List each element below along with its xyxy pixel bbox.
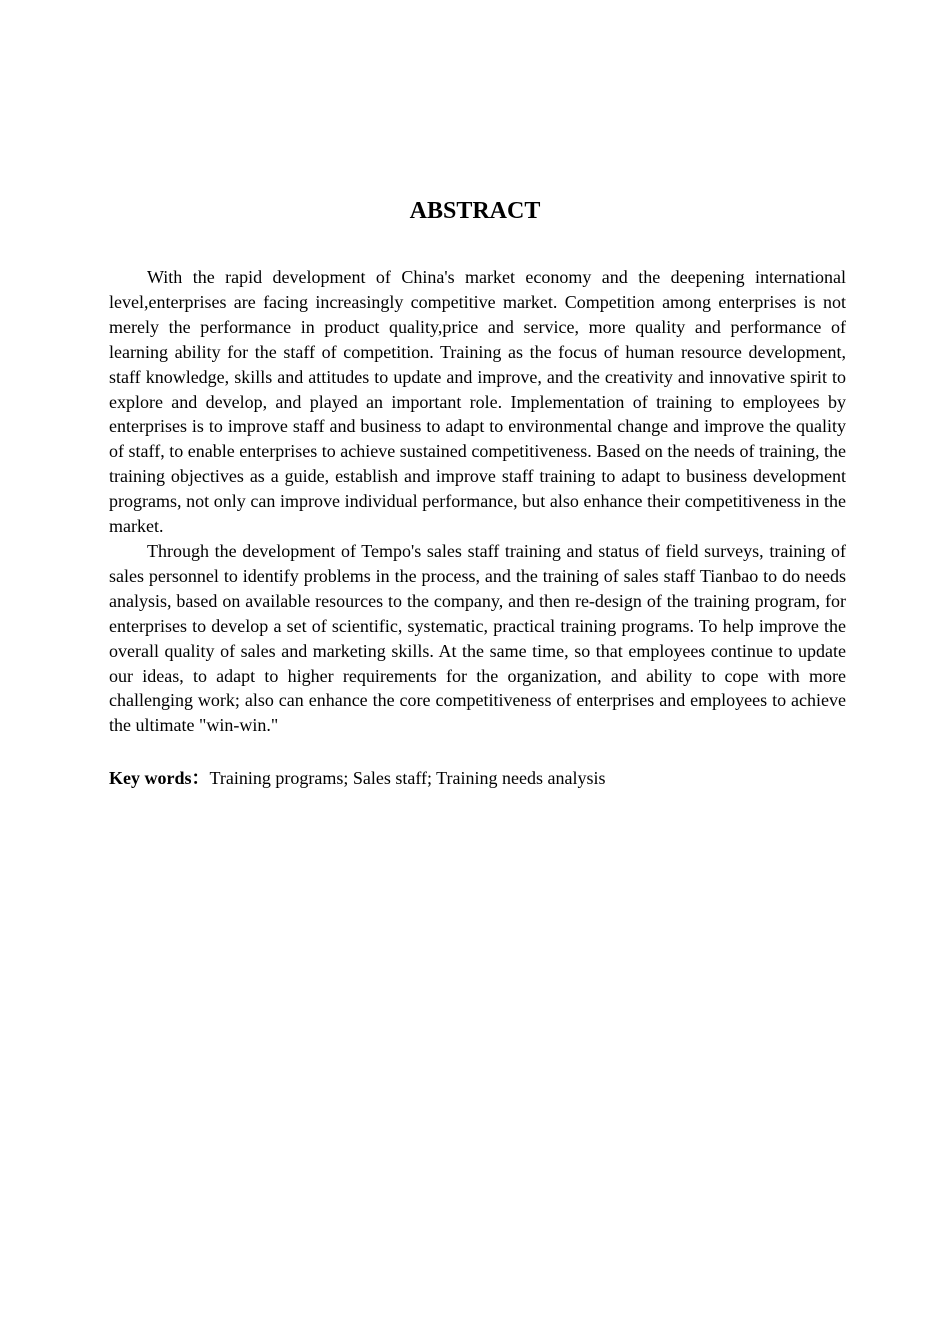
abstract-title: ABSTRACT bbox=[409, 198, 541, 224]
keywords-line bbox=[109, 766, 846, 791]
abstract-paragraph-1: With the rapid development of China's market economy and the deepening international level,enterprises are facing increasingly competitive market. Competition among enterprises is not merely the performance in product quality,price and service, more quality and performance of learning ability for the staff of competition. Training as the focus of human resource development, staff knowledge, skills and attitudes to update and improve, and the creativity and innovative spirit to explore and develop, and played an important role. Implementation of training to employees by enterprises is to improve staff and business to adapt to environmental change and improve the quality of staff, to enable enterprises to achieve sustained competitiveness. Based on the needs of training, the training objectives as a guide, establish and improve staff training to adapt to business development programs, not only can improve individual performance, but also enhance their competitiveness in the market. bbox=[109, 267, 846, 537]
keywords-label: Key words： bbox=[109, 768, 210, 788]
abstract-paragraph-2: Through the development of Tempo's sales staff training and status of field surveys, training of sales personnel to identify problems in the process, and the training of sales staff Tianbao to do needs analysis, based on available resources to the company, and then re-design of the training program, for enterprises to develop a set of scientific, systematic, practical training programs. To help improve the overall quality of sales and marketing skills. At the same time, so that employees continue to update our ideas, to adapt to higher requirements for the organization, and ability to cope with more challenging work; also can enhance the core competitiveness of enterprises and employees to achieve the ultimate "win-win." bbox=[109, 540, 846, 736]
abstract-body bbox=[109, 265, 846, 738]
keywords-value: Training programs; Sales staff; Training needs analysis bbox=[209, 768, 606, 788]
